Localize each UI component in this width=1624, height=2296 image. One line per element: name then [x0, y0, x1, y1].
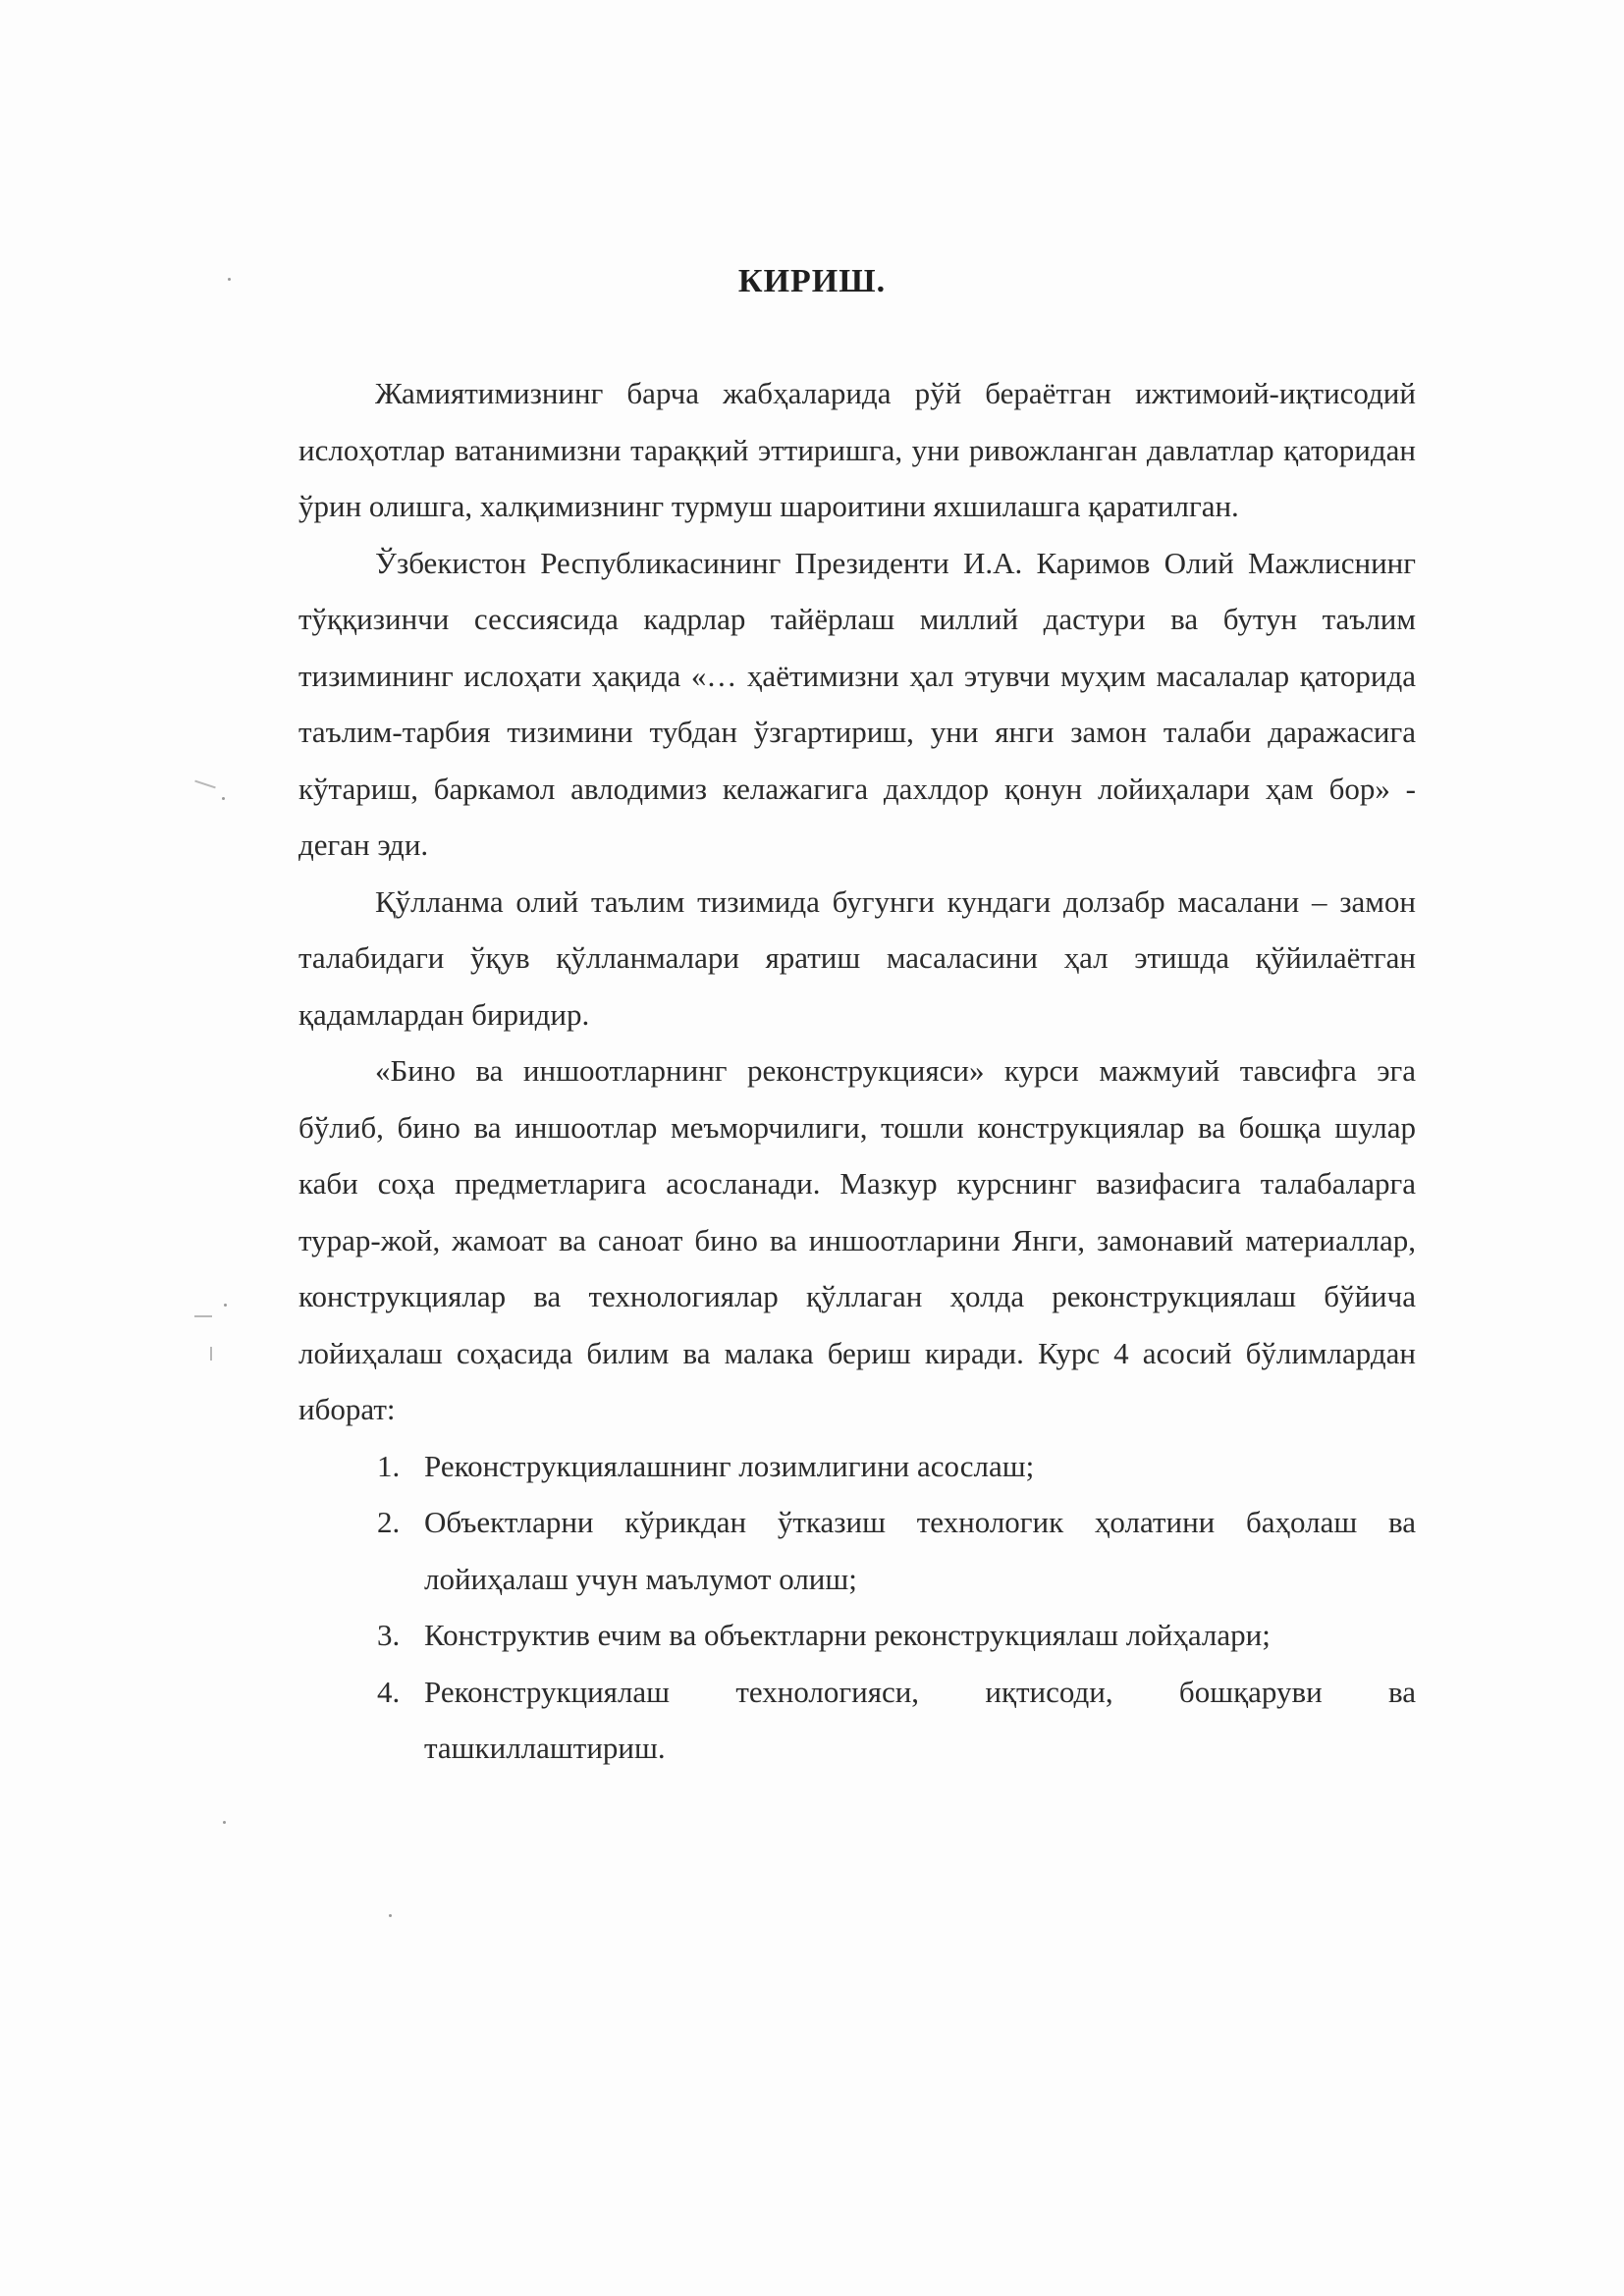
list-item-number: 4.: [377, 1674, 401, 1709]
list-item-number: 2.: [377, 1505, 401, 1539]
page-title: КИРИШ.: [737, 263, 887, 299]
sections-list: [298, 1438, 1416, 1777]
list-item: [298, 1438, 1416, 1495]
list-item-number: 1.: [377, 1448, 401, 1483]
paragraph: Ўзбекистон Республикасининг Президенти И.А. Каримов Олий Мажлиснинг тўққизинчи сессиясида кадрлар тайёрлаш миллий дастури ва бутун таълим тизимининг ислоҳати ҳақида «… ҳаётимизни ҳал этувчи муҳим масалалар қаторида таълим-тарбия тизимини тубдан ўзгартириш, уни янги замон талаби даражасига кўтариш, баркамол авлодимиз келажагига дахлдор қонун лойиҳалари ҳам бор» - деган эди.: [298, 545, 1416, 862]
list-item-number: 3.: [377, 1618, 401, 1652]
list-item: [298, 1664, 1416, 1777]
paragraph: «Бино ва иншоотларнинг реконструкцияси» курси мажмуий тавсифга эга бўлиб, бино ва иншоотлар меъморчилиги, тошли конструкциялар ва бошқа шулар каби соҳа предметларига асосланади. Мазкур курснинг вазифасига талабаларга турар-жой, жамоат ва саноат бино ва иншоотларини Янги, замонавий материаллар, конструкциялар ва технологиялар қўллаган ҳолда реконструкциялаш бўйича лойиҳалаш соҳасида билим ва малака бериш киради. Курс 4 асосий бўлимлардан иборат:: [298, 1053, 1416, 1426]
list-item-text: Реконструкциялаш технологияси, иқтисоди, бошқаруви ва ташкиллаштириш.: [424, 1674, 1416, 1765]
document-body: [298, 365, 1416, 1777]
list-item-text: Реконструкциялашнинг лозимлигини асослаш;: [424, 1448, 1035, 1483]
scan-speck: [389, 1914, 392, 1917]
scan-speck: [222, 797, 225, 800]
scan-mark: [210, 1347, 212, 1361]
scan-speck: [223, 1821, 226, 1824]
list-item: [298, 1494, 1416, 1607]
paragraph: Жамиятимизнинг барча жабҳаларида рўй бераётган ижтимоий-иқтисодий ислоҳотлар ватанимизни тараққий эттиришга, уни ривожланган давлатлар қаторидан ўрин олишга, халқимизнинг турмуш шароитини яхшилашга қаратилган.: [298, 376, 1416, 523]
scan-speck: [224, 1304, 227, 1307]
list-item: [298, 1607, 1416, 1664]
list-item-text: Конструктив ечим ва объектларни реконструкциялаш лойҳалари;: [424, 1618, 1271, 1652]
paragraph: Қўлланма олий таълим тизимида бугунги кундаги долзабр масалани – замон талабидаги ўқув қўлланмалари яратиш масаласини ҳал этишда қўйилаётган қадамлардан биридир.: [298, 883, 1416, 1032]
scan-speck: [228, 278, 231, 281]
list-item-text: Объектларни кўрикдан ўтказиш технологик ҳолатини баҳолаш ва лойиҳалаш учун маълумот олиш;: [424, 1505, 1416, 1596]
scan-mark: [194, 780, 216, 789]
scan-mark: [194, 1315, 212, 1317]
